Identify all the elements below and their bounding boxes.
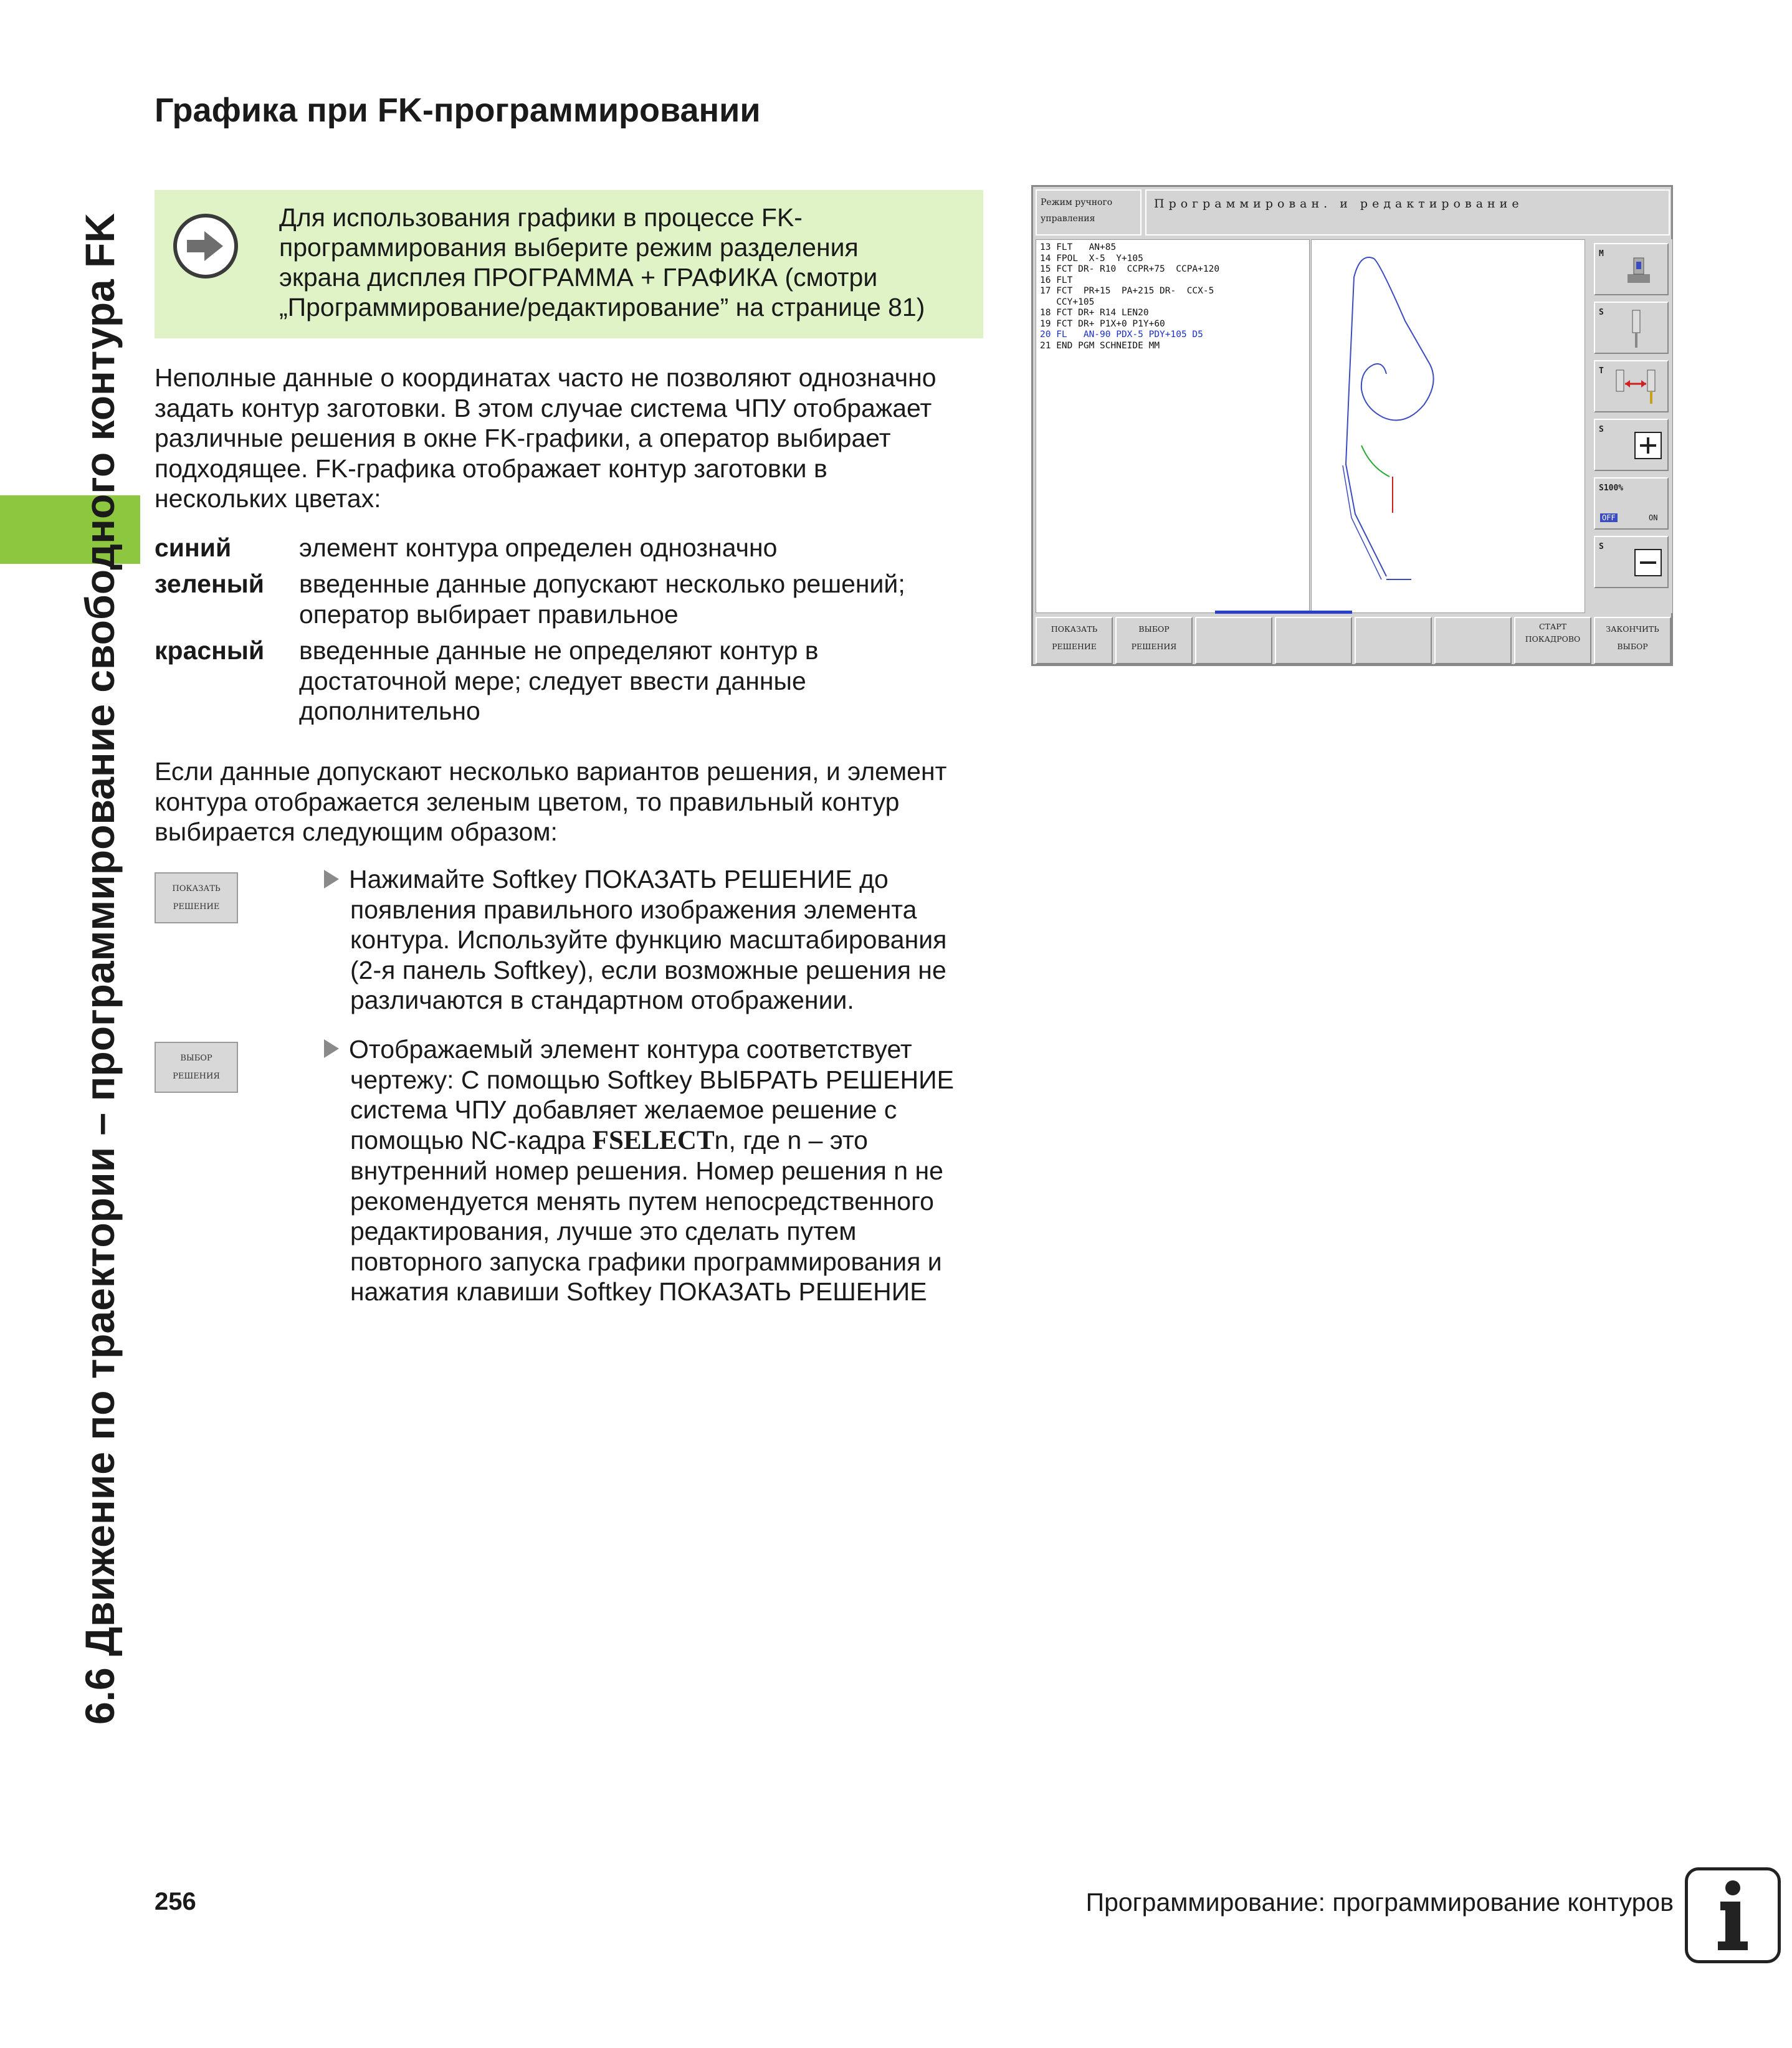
text-line: чертежу: С помощью Softkey ВЫБРАТЬ РЕШЕНИЕ [350, 1065, 954, 1094]
note-line: „Программирование/редактирование” на странице 81) [279, 293, 925, 321]
note-line: экрана дисплея ПРОГРАММА + ГРАФИКА (смотри [279, 263, 878, 292]
show-solution-softkey[interactable] [155, 872, 238, 923]
contour-green [1361, 445, 1389, 477]
step-show-solution-text [350, 864, 992, 1016]
spindle-override-key[interactable] [1594, 477, 1669, 530]
bottom-softkey-bar [1036, 617, 1671, 664]
key-label: S [1599, 425, 1604, 434]
machine-icon [1620, 252, 1657, 289]
key-label: S [1599, 308, 1604, 317]
program-line[interactable]: 18 FCT DR+ R14 LEN20 [1040, 308, 1149, 318]
text-line: редактирования, лучше это сделать путем [350, 1217, 857, 1245]
text-line: достаточной мере; следует ввести данные [299, 666, 806, 695]
softkey-finish-selection[interactable] [1594, 617, 1671, 664]
color-desc-red [299, 636, 991, 726]
mode-label: управления [1041, 214, 1095, 224]
text-line: введенные данные допускают несколько решений; [299, 569, 905, 598]
tool-change-key[interactable] [1594, 360, 1669, 412]
softkey-label: РЕШЕНИЯ [1131, 642, 1177, 651]
program-line[interactable]: CCY+105 [1040, 297, 1095, 307]
spindle-minus-key[interactable] [1594, 536, 1669, 588]
key-label: S [1599, 542, 1604, 551]
softkey-single-block-start[interactable] [1514, 617, 1591, 664]
text-line: система ЧПУ добавляет желаемое решение с [350, 1095, 897, 1124]
text-fragment: n, где n – это [714, 1125, 868, 1155]
mode-label: Режим ручного [1041, 198, 1113, 207]
text-line: различаются в стандартном отображении. [350, 986, 854, 1014]
contour-drawing [1312, 240, 1585, 612]
program-line[interactable]: 16 FLT [1040, 275, 1073, 285]
text-line: задать контур заготовки. В этом случае система ЧПУ отображает [155, 393, 932, 422]
text-line: оператор выбирает правильное [299, 599, 679, 629]
key-label: T [1599, 366, 1604, 376]
side-softkeys [1588, 239, 1672, 613]
program-line[interactable]: 17 FCT PR+15 PA+215 DR- CCX-5 [1040, 286, 1214, 296]
note-line: программирования выберите режим разделения [279, 233, 859, 262]
selection-paragraph [155, 756, 989, 847]
select-solution-softkey[interactable] [155, 1042, 238, 1093]
program-line[interactable]: 21 END PGM SCHNEIDE MM [1040, 340, 1160, 351]
text-line: внутренний номер решения. Номер решения n не [350, 1156, 943, 1185]
text-line: (2-я панель Softkey), если возможные решения не [350, 955, 946, 984]
text-line: появления правильного изображения элемента [350, 895, 917, 924]
softkey-show-solution[interactable] [1036, 617, 1113, 664]
text-line: нажатия клавиши Softkey ПОКАЗАТЬ РЕШЕНИЕ [350, 1277, 927, 1306]
note-text [279, 202, 977, 322]
fselect-keyword: FSELECT [592, 1125, 715, 1155]
softkey-label: СТАРТ [1538, 622, 1567, 631]
text-line: различные решения в окне FK-графики, а оператор выбирает [155, 424, 891, 452]
text-line: Неполные данные о координатах часто не позволяют однозначно [155, 363, 937, 392]
program-line[interactable]: 13 FLT AN+85 [1040, 242, 1117, 252]
machine-key[interactable] [1594, 243, 1669, 295]
softkey-label: ЗАКОНЧИТЬ [1606, 624, 1659, 634]
text-line: повторного запуска графики программирования и [350, 1247, 942, 1276]
chapter-title-vertical: 6.6 Движение по траектории – программирование свободного контура FK [77, 212, 123, 1725]
bullet-triangle-icon [324, 870, 339, 888]
mode-indicator [1036, 189, 1141, 236]
color-term-green: зеленый [155, 569, 264, 598]
softkey-label: РЕШЕНИЕ [1052, 642, 1097, 651]
softkey-label: ВЫБОР [180, 1054, 212, 1063]
page-number: 256 [155, 1888, 196, 1915]
section-heading: Графика при FK-программировании [155, 92, 761, 129]
scroll-position-bar [1215, 611, 1352, 614]
tool-change-icon [1604, 366, 1666, 410]
softkey-label: ПОКАЗАТЬ [1051, 624, 1098, 634]
softkey-empty[interactable] [1434, 617, 1512, 664]
spindle-key[interactable] [1594, 302, 1669, 354]
note-line: Для использования графики в процессе FK- [279, 203, 803, 232]
spindle-icon [1624, 308, 1649, 351]
minus-icon [1632, 547, 1664, 578]
bullet-triangle-icon [324, 1039, 339, 1058]
contour-blue-inner [1343, 465, 1381, 579]
softkey-select-solution[interactable] [1115, 617, 1193, 664]
color-desc-blue [299, 533, 991, 563]
color-term-red: красный [155, 636, 265, 665]
color-desc-green [299, 569, 991, 629]
text-line: дополнительно [299, 697, 480, 725]
program-line[interactable]: 14 FPOL X-5 Y+105 [1040, 253, 1143, 264]
intro-paragraph [155, 363, 989, 514]
text-line: Если данные допускают несколько вариантов решения, и элемент [155, 757, 947, 786]
text-fragment: помощью NC-кадра [350, 1125, 593, 1155]
step-select-solution-text [350, 1034, 992, 1307]
key-label: M [1599, 249, 1604, 259]
text-line-fselect [350, 1125, 992, 1156]
text-line: контура отображается зеленым цветом, то правильный контур [155, 787, 900, 816]
plus-icon [1632, 430, 1664, 461]
spindle-plus-key[interactable] [1594, 419, 1669, 471]
softkey-empty[interactable] [1195, 617, 1272, 664]
note-box [155, 190, 983, 338]
program-line-active[interactable]: 20 FL AN-90 PDX-5 PDY+105 D5 [1040, 330, 1203, 340]
program-listing [1036, 239, 1310, 613]
text-line: контура. Используйте функцию масштабирования [350, 925, 947, 954]
footer-chapter: Программирование: программирование контуров [1085, 1888, 1674, 1917]
cnc-screen [1031, 185, 1673, 666]
screen-title: Программирован. и редактирование [1145, 189, 1670, 236]
info-icon [1685, 1867, 1781, 1963]
text-line: подходящее. FK-графика отображает контур заготовки в [155, 454, 827, 483]
text-line: выбирается следующим образом: [155, 817, 558, 846]
softkey-empty[interactable] [1355, 617, 1432, 664]
program-line[interactable]: 19 FCT DR+ P1X+0 P1Y+60 [1040, 318, 1165, 329]
softkey-label: РЕШЕНИЕ [173, 902, 220, 912]
key-label: S100% [1599, 483, 1624, 493]
text-line: рекомендуется менять путем непосредственного [350, 1186, 934, 1216]
off-label: OFF [1600, 513, 1618, 522]
on-label: ON [1649, 513, 1658, 522]
softkey-label: ПОКАЗАТЬ [172, 884, 221, 893]
softkey-label: РЕШЕНИЯ [173, 1072, 220, 1081]
color-term-blue: синий [155, 533, 232, 562]
fk-graphics-window [1311, 239, 1585, 613]
contour-blue [1346, 257, 1434, 576]
softkey-empty[interactable] [1275, 617, 1352, 664]
text-line: введенные данные не определяют контур в [299, 636, 819, 665]
softkey-label: ВЫБОР [1138, 624, 1170, 634]
softkey-label: ВЫБОР [1617, 642, 1648, 651]
text-line: элемент контура определен однозначно [299, 533, 778, 562]
text-line: нескольких цветах: [155, 484, 381, 513]
softkey-label: ПОКАДРОВО [1525, 634, 1581, 644]
text-line: Нажимайте Softkey ПОКАЗАТЬ РЕШЕНИЕ до [349, 865, 889, 893]
text-line: Отображаемый элемент контура соответствует [349, 1035, 912, 1064]
program-line[interactable]: 15 FCT DR- R10 CCPR+75 CCPA+120 [1040, 264, 1220, 274]
arrow-right-circle-icon [173, 214, 238, 279]
